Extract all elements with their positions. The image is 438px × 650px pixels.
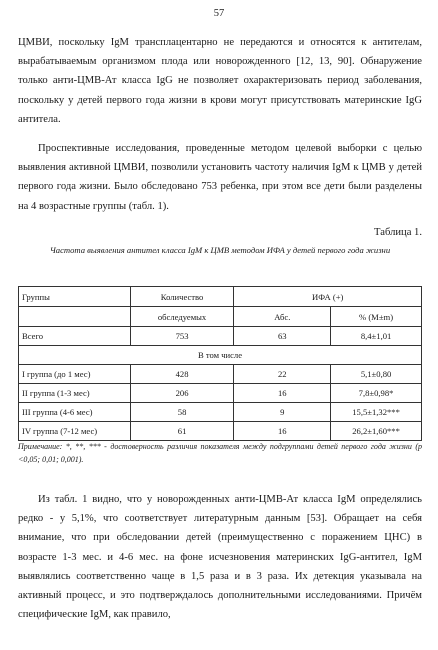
cell-abs: 22: [234, 365, 331, 384]
header-abs: Абс.: [234, 307, 331, 327]
cell-pct: 8,4±1,01: [331, 327, 422, 346]
cell-count: 61: [130, 422, 234, 441]
table-note: Примечание: *, **, *** - достоверность различия показателя между подгруппами детей первого года жизни (р <0,05; 0,01; 0,001).: [18, 442, 422, 464]
cell-pct: 7,8±0,98*: [331, 384, 422, 403]
cell-abs: 9: [234, 403, 331, 422]
cell-pct: 5,1±0,80: [331, 365, 422, 384]
cell-count: 428: [130, 365, 234, 384]
cell-group: II группа (1-3 мес): [19, 384, 131, 403]
cell-abs: 16: [234, 422, 331, 441]
cell-pct: 26,2±1,60***: [331, 422, 422, 441]
paragraph-2: Проспективные исследования, проведенные методом целевой выборки с целью выявления активной ЦМВИ, позволили установить частоту наличия IgM к ЦМВ у детей первого года жизни. Было обследовано 753 ребенка, при этом все дети были разделены на 4 возрастные группы (табл. 1).: [18, 143, 422, 212]
subheader-cell: В том числе: [19, 346, 422, 365]
table-header-row-1: [19, 287, 422, 307]
page-number: 57: [213, 8, 225, 19]
header-count-line1: Количество: [130, 287, 234, 307]
paragraph-1: ЦМВИ, поскольку IgM трансплацентарно не передаются и относятся к антителам, вырабатываемым организмом плода или новорожденного [12, 13, 90]. Обнаружение только анти-ЦМВ-Ат класса IgG не позволяет охарактеризовать период заболевания, поскольку у детей первого года жизни в крови могут присутствовать материнские IgG антитела.: [18, 37, 422, 125]
data-table: [18, 286, 422, 441]
cell-pct: 15,5±1,32***: [331, 403, 422, 422]
header-count-line2: обследуемых: [130, 307, 234, 327]
cell-group: III группа (4-6 мес): [19, 403, 131, 422]
cell-group: IV группа (7-12 мес): [19, 422, 131, 441]
cell-group: Всего: [19, 327, 131, 346]
table-row: [19, 422, 422, 441]
table-caption: Частота выявления антител класса IgM к ЦМВ методом ИФА у детей первого года жизни: [49, 245, 391, 255]
cell-count: 753: [130, 327, 234, 346]
cell-group: I группа (до 1 мес): [19, 365, 131, 384]
table-subheader-row: [19, 346, 422, 365]
header-groups: Группы: [19, 287, 131, 307]
cell-count: 58: [130, 403, 234, 422]
table-row: [19, 384, 422, 403]
table-row: [19, 365, 422, 384]
table-row-total: [19, 327, 422, 346]
table-row: [19, 403, 422, 422]
paragraph-3: Из табл. 1 видно, что у новорожденных анти-ЦМВ-Ат класса IgM определялись редко - у 5,1%, что соответствует литературным данным [53]. Обращает на себя внимание, что при обследовании детей (преимущественно с поражением ЦНС) в возрасте 1-3 мес. и 4-6 мес. на фоне исчезновения материнских IgG-антител, IgM выявлялись соответственно чаще в 1,5 раза и в 3 раза. Их детекция указывала на активный процесс, и это подтверждалось дополнительными исследованиями. Причём специфические IgM, как правило,: [18, 494, 422, 621]
cell-abs: 16: [234, 384, 331, 403]
header-empty: [19, 307, 131, 327]
cell-abs: 63: [234, 327, 331, 346]
header-pct: % (M±m): [331, 307, 422, 327]
header-ifa: ИФА (+): [234, 287, 422, 307]
cell-count: 206: [130, 384, 234, 403]
table-number: Таблица 1.: [374, 227, 422, 238]
table-header-row-2: [19, 307, 422, 327]
